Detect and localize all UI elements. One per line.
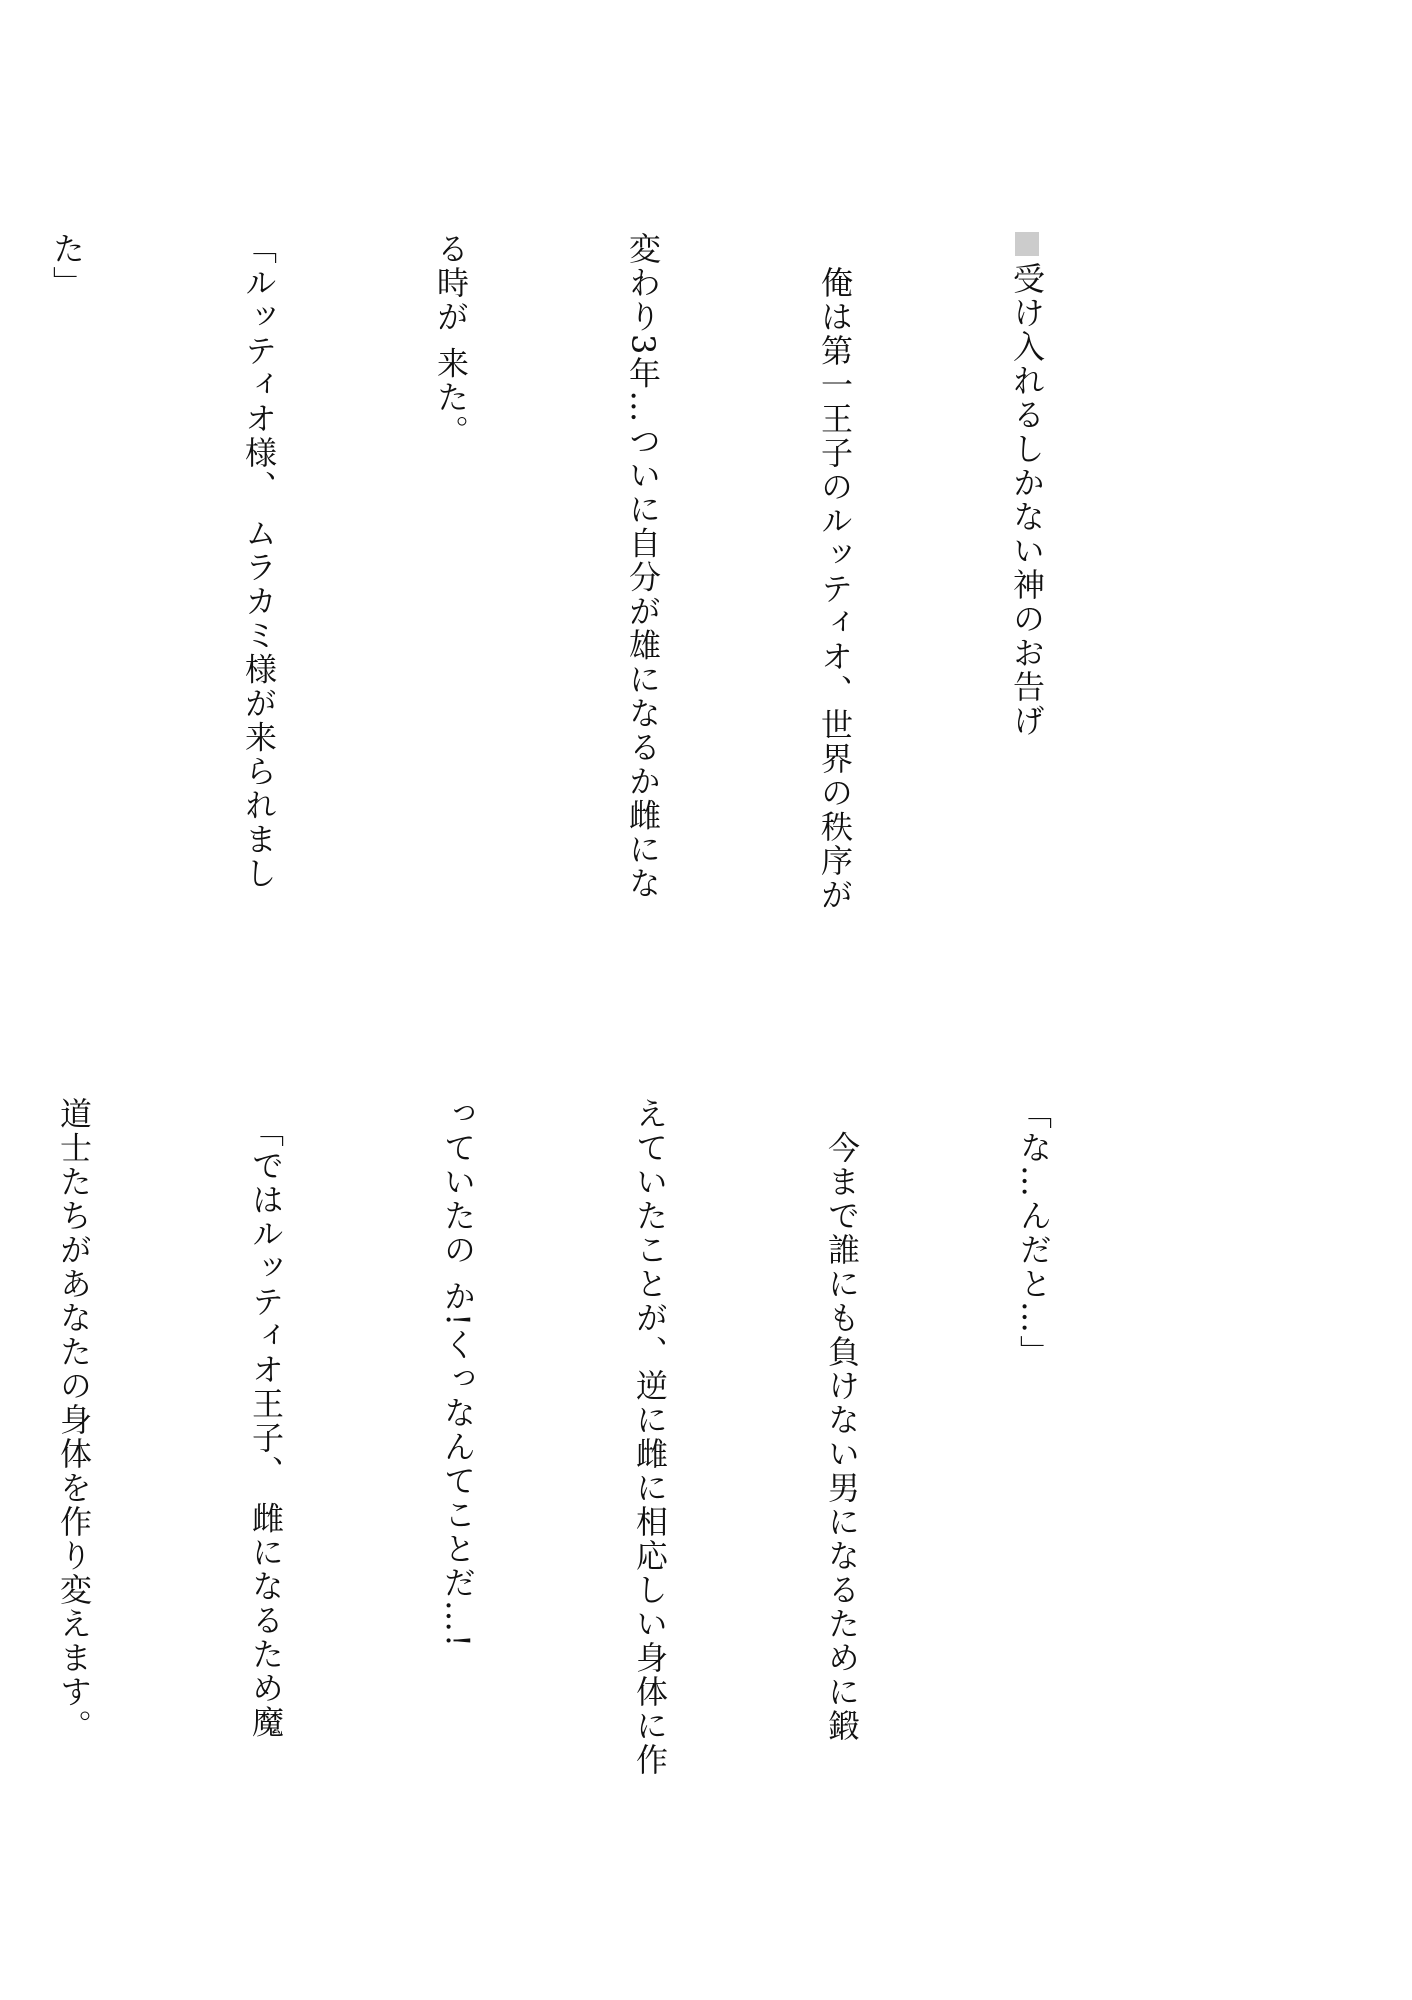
upper-text-block bbox=[0, 232, 1187, 952]
lower-text-block bbox=[0, 1097, 1194, 1817]
text-line: る時が 来た。 bbox=[432, 232, 470, 449]
text-line: 俺は第一王子のルッティオ、世界の秩序が bbox=[816, 232, 854, 912]
text-line: 「ルッティオ様、 ムラカミ様が来られまし bbox=[240, 232, 278, 891]
text-line: 「ではルッティオ王子、 雌になるため魔 bbox=[247, 1097, 285, 1740]
text-line: 今まで誰にも負けない男になるために鍛 bbox=[823, 1097, 861, 1743]
text-line: っていたの か!くっなんてことだ…! bbox=[439, 1097, 477, 1649]
text-line: えていたことが、逆に雌に相応しい身体に作 bbox=[631, 1097, 669, 1777]
chapter-title-text: 受け入れるしかない神のお告げ bbox=[1008, 262, 1046, 738]
text-line: 道士たちがあなたの身体を作り変えます。 bbox=[55, 1097, 93, 1743]
gray-square-icon bbox=[1015, 232, 1039, 256]
text-line: 変わり3年…ついに自分が雄になるか雌にな bbox=[624, 232, 662, 901]
chapter-title bbox=[995, 232, 1059, 952]
text-line: 「な…んだと…」 bbox=[1015, 1097, 1053, 1369]
text-line: た」 bbox=[48, 232, 86, 300]
